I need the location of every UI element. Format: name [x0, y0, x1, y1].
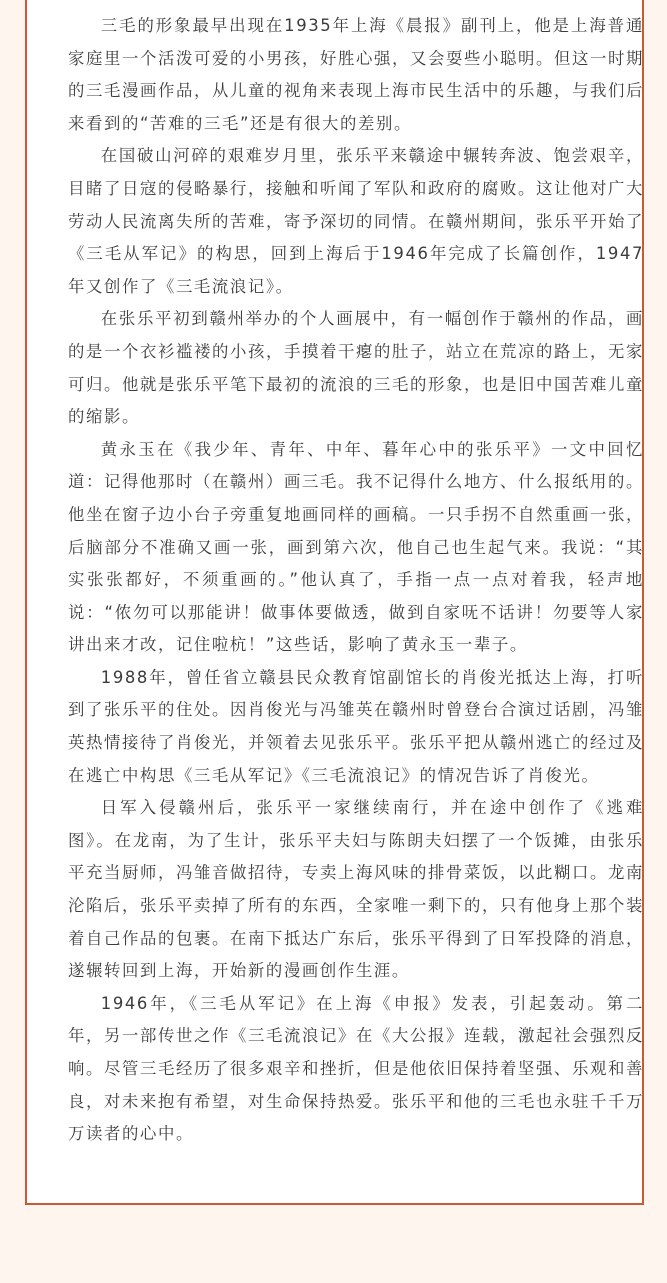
paragraph-4: 黄永玉在《我少年、青年、中年、暮年心中的张乐平》一文中回忆道：记得他那时（在赣州）画三毛。我不记得什么地方、什么报纸用的。他坐在窗子边小台子旁重复地画同样的画稿。一只手拐不自然重画一张，后脑部分不准确又画一张，画到第六次，他自己也生起气来。我说：“其实张张都好，不须重画的。”他认真了，手指一点一点对着我，轻声地说：“侬勿可以那能讲！做事体要做透，做到自家呒不话讲！勿要等人家讲出来才改，记住啦杭！”这些话，影响了黄永玉一辈子。	[68, 439, 644, 655]
article-body	[68, 4, 644, 1151]
paragraph-2: 在国破山河碎的艰难岁月里，张乐平来赣途中辗转奔波、饱尝艰辛，目睹了日寇的侵略暴行，接触和听闻了军队和政府的腐败。这让他对广大劳动人民流离失所的苦难，寄予深切的同情。在赣州期间，张乐平开始了《三毛从军记》的构思，回到上海后于1946年完成了长篇创作，1947年又创作了《三毛流浪记》。	[68, 146, 644, 296]
paragraph-7: 1946年，《三毛从军记》在上海《申报》发表，引起轰动。第二年，另一部传世之作《三毛流浪记》在《大公报》连载，激起社会强烈反响。尽管三毛经历了很多艰辛和挫折，但是他依旧保持着坚强、乐观和善良，对未来抱有希望，对生命保持热爱。张乐平和他的三毛也永驻千千万万读者的心中。	[68, 993, 644, 1144]
article-frame	[25, 0, 644, 1205]
paragraph-5: 1988年，曾任省立赣县民众教育馆副馆长的肖俊光抵达上海，打听到了张乐平的住处。因肖俊光与冯雏英在赣州时曾登台合演过话剧，冯雏英热情接待了肖俊光，并领着去见张乐平。张乐平把从赣州逃亡的经过及在逃亡中构思《三毛从军记》《三毛流浪记》的情况告诉了肖俊光。	[68, 667, 644, 785]
paragraph-6: 日军入侵赣州后，张乐平一家继续南行，并在途中创作了《逃难图》。在龙南，为了生计，张乐平夫妇与陈朗夫妇摆了一个饭摊，由张乐平充当厨师，冯雏音做招待，专卖上海风味的排骨菜饭，以此糊口。龙南沦陷后，张乐平卖掉了所有的东西，全家唯一剩下的，只有他身上那个装着自己作品的包裹。在南下抵达广东后，张乐平得到了日军投降的消息，遂辗转回到上海，开始新的漫画创作生涯。	[68, 798, 644, 981]
paragraph-1: 三毛的形象最早出现在1935年上海《晨报》副刊上，他是上海普通家庭里一个活泼可爱的小男孩，好胜心强，又会耍些小聪明。但这一时期的三毛漫画作品，从儿童的视角来表现上海市民生活中的乐趣，与我们后来看到的“苦难的三毛”还是有很大的差别。	[68, 16, 644, 133]
paragraph-3: 在张乐平初到赣州举办的个人画展中，有一幅创作于赣州的作品，画的是一个衣衫褴褛的小孩，手摸着干瘪的肚子，站立在荒凉的路上，无家可归。他就是张乐平笔下最初的流浪的三毛的形象，也是旧中国苦难儿童的缩影。	[68, 309, 644, 427]
